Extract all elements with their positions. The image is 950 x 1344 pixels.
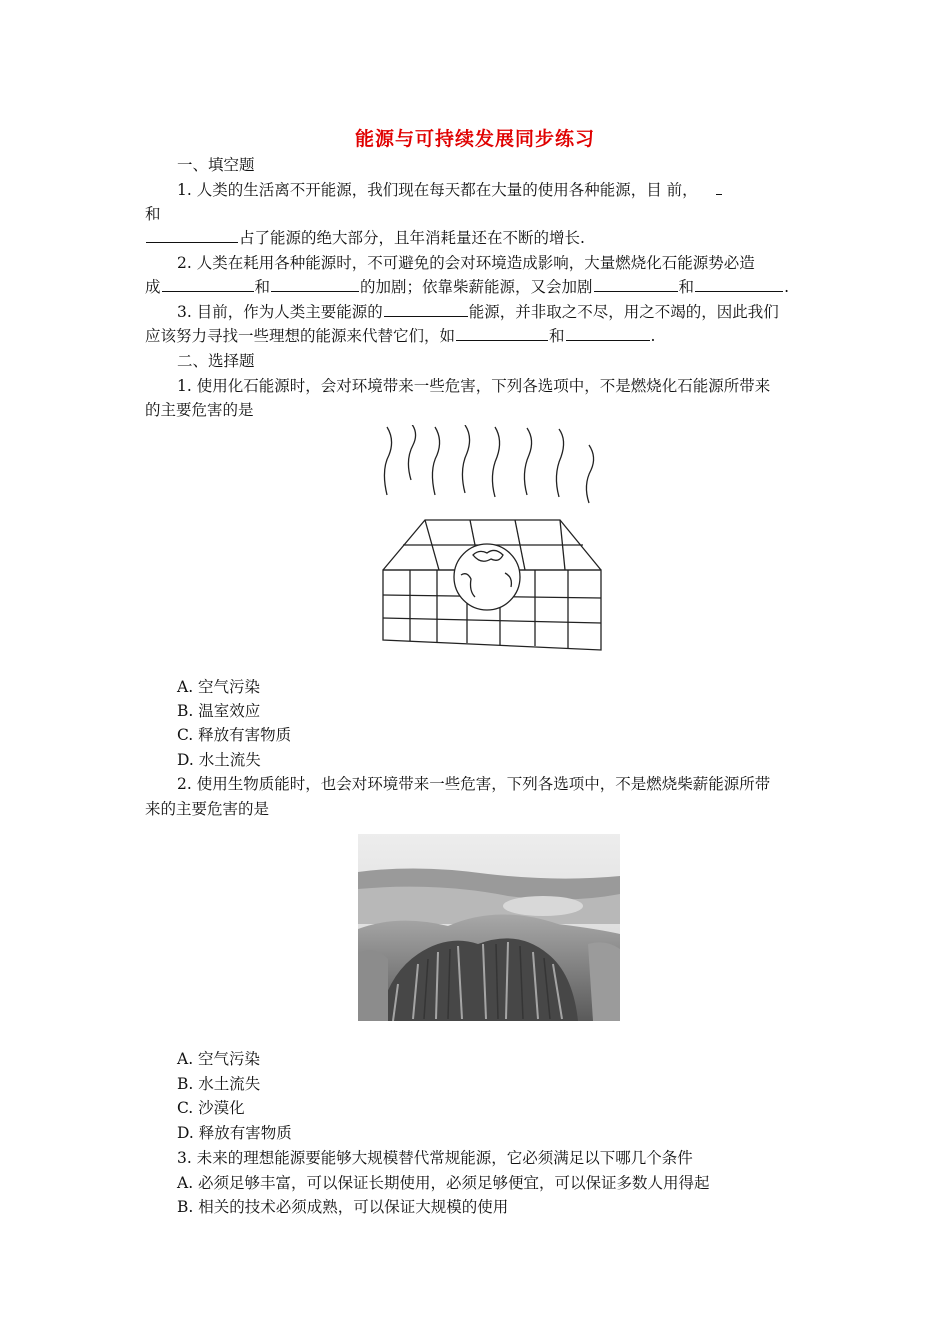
choice-q2-option-c: C. 沙漠化 xyxy=(177,1099,245,1117)
choice-q1-option-a: A. 空气污染 xyxy=(177,678,261,696)
choice-q1-option-d: D. 水土流失 xyxy=(177,751,261,769)
choice-q3-option-b: B. 相关的技术必须成熟，可以保证大规模的使用 xyxy=(177,1198,509,1216)
page-title: 能源与可持续发展同步练习 xyxy=(354,128,595,150)
greenhouse-illustration xyxy=(375,425,615,655)
choice-q3-option-a: A. 必须足够丰富，可以保证长期使用，必须足够便宜，可以保证多数人用得起 xyxy=(177,1174,710,1192)
section-heading-choice: 二、选择题 xyxy=(177,352,255,370)
choice-q2-option-d: D. 释放有害物质 xyxy=(177,1124,292,1142)
choice-q2-option-a: A. 空气污染 xyxy=(177,1050,261,1068)
choice-q1-option-c: C. 释放有害物质 xyxy=(177,726,292,744)
fill-q2-line1: 2. 人类在耗用各种能源时，不可避免的会对环境造成影响，大量燃烧化石能源势必造 xyxy=(177,254,755,272)
fill-q1-line2: 和 xyxy=(145,205,161,223)
erosion-landscape-photo xyxy=(358,834,620,1021)
choice-q3-line1: 3. 未来的理想能源要能够大规模替代常规能源，它必须满足以下哪几个条件 xyxy=(177,1149,693,1167)
fill-q3-line2: 应该努力寻找一些理想的能源来代替它们，如 和 . xyxy=(145,327,656,345)
choice-q2-line1: 2. 使用生物质能时，也会对环境带来一些危害，下列各选项中，不是燃烧柴薪能源所带 xyxy=(177,775,771,793)
choice-q2-line2: 来的主要危害的是 xyxy=(145,800,270,818)
choice-q2-option-b: B. 水土流失 xyxy=(177,1075,261,1093)
fill-q1-line1: 1. 人类的生活离不开能源，我们现在每天都在大量的使用各种能源，目 前， xyxy=(177,180,723,200)
choice-q1-option-b: B. 温室效应 xyxy=(177,702,261,720)
fill-q1-line3: 占了能源的绝大部分，且年消耗量还在不断的增长. xyxy=(145,228,585,248)
choice-q1-line2: 的主要危害的是 xyxy=(145,401,254,419)
fill-q3-line1: 3. 目前，作为人类主要能源的 能源，并非取之不尽，用之不竭的，因此我们 xyxy=(177,303,779,321)
choice-q1-line1: 1. 使用化石能源时，会对环境带来一些危害，下列各选项中，不是燃烧化石能源所带来 xyxy=(177,377,771,395)
fill-q2-line2: 成 和 的加剧；依靠柴薪能源，又会加剧 和 . xyxy=(145,278,789,296)
section-heading-fill: 一、填空题 xyxy=(177,156,255,174)
